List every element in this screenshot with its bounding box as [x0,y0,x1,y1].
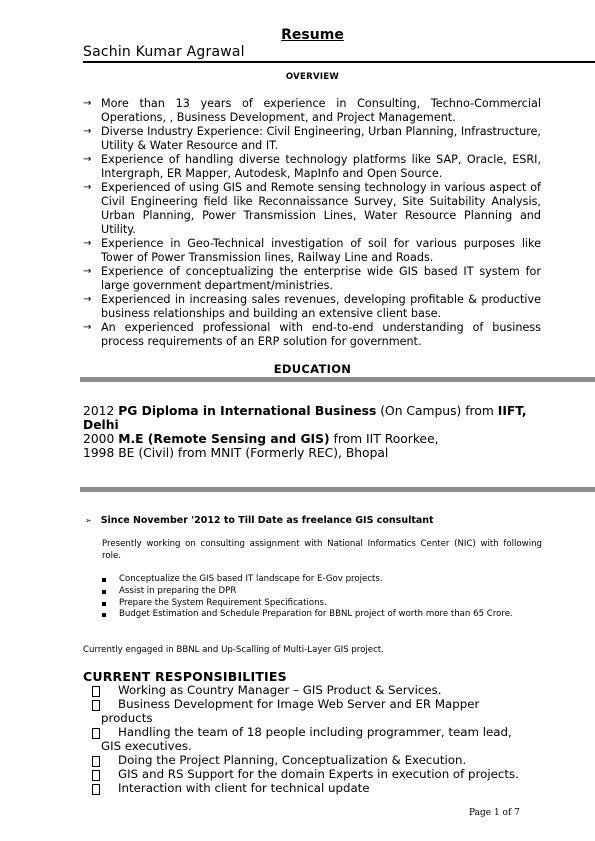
resume-title: Resume [281,27,344,43]
responsibilities-heading: CURRENT RESPONSIBILITIES [83,669,287,684]
education-entry: 2012 PG Diploma in International Business (On Campus) from IIFT, Delhi [83,404,527,432]
arrow-right-icon: → [83,126,92,137]
square-bullet-icon [102,602,106,606]
arrow-right-icon: → [83,154,92,165]
arrow-right-icon: → [83,294,92,305]
square-bullet-icon [102,613,106,617]
arrow-right-icon: → [83,182,92,193]
list-item: → Experience in Geo-Technical investigation of soil for various purposes like Tower of Power Transmission lines, Railway Line and Roads. [83,237,541,264]
empty-box-icon [92,728,100,739]
list-item: → Experienced of using GIS and Remote sensing technology in various aspect of Civil Engineering field like Reconnaissance Survey, Site Suitability Analysis, Urban Planning, Power Transmission Lines, Water Resource Planning and Utility. [83,181,541,236]
education-entry: 2000 M.E (Remote Sensing and GIS) from IIT Roorkee, [83,432,439,446]
list-item: Conceptualize the GIS based IT landscape for E-Gov projects. [102,574,540,586]
experience-heading: ➢ Since November '2012 to Till Date as freelance GIS consultant [85,515,434,526]
experience-summary: Presently working on consulting assignment with National Informatics Center (NIC) with following role. [102,539,542,561]
list-item: Business Development for Image Web Server and ER Mapper products [90,697,535,725]
list-item: Prepare the System Requirement Specifications. [102,598,540,610]
arrow-right-icon: → [83,322,92,333]
section-divider [80,377,595,382]
list-item: Doing the Project Planning, Conceptualization & Execution. [90,753,535,767]
arrow-right-icon: → [83,98,92,109]
overview-heading: OVERVIEW [285,72,340,82]
list-item: Handling the team of 18 people including programmer, team lead, GIS executives. [90,725,535,753]
list-item: GIS and RS Support for the domain Experts in execution of projects. [90,767,535,781]
arrow-right-icon: → [83,238,92,249]
square-bullet-icon [102,578,106,582]
page-number: Page 1 of 7 [469,808,520,818]
triangle-right-icon: ➢ [85,516,92,525]
list-item: → Experience of handling diverse technology platforms like SAP, Oracle, ESRI, Intergraph, ER Mapper, Autodesk, MapInfo and Open Source. [83,153,541,180]
list-item: Budget Estimation and Schedule Preparation for BBNL project of worth more than 65 Crore. [102,609,540,621]
list-item: Assist in preparing the DPR [102,586,540,598]
list-item: Working as Country Manager – GIS Product & Services. [90,683,535,697]
list-item: → More than 13 years of experience in Consulting, Techno-Commercial Operations, , Business Development, and Project Management. [83,97,541,124]
empty-box-icon [92,770,100,781]
square-bullet-icon [102,590,106,594]
overview-list [83,97,541,349]
list-item: → Experience of conceptualizing the enterprise wide GIS based IT system for large government department/ministries. [83,265,541,292]
list-item: Interaction with client for technical update [90,781,535,795]
current-engagement: Currently engaged in BBNL and Up-Scalling of Multi-Layer GIS project. [83,645,384,655]
empty-box-icon [92,700,100,711]
empty-box-icon [92,756,100,767]
role-list [102,574,540,621]
candidate-name: Sachin Kumar Agrawal [83,44,245,60]
empty-box-icon [92,686,100,697]
education-entry: 1998 BE (Civil) from MNIT (Formerly REC), Bhopal [83,446,389,460]
section-divider [80,487,595,492]
list-item: → Diverse Industry Experience: Civil Engineering, Urban Planning, Infrastructure, Utility & Water Resource and IT. [83,125,541,152]
list-item: → Experienced in increasing sales revenues, developing profitable & productive business relationships and building an extensive client base. [83,293,541,320]
arrow-right-icon: → [83,266,92,277]
list-item: → An experienced professional with end-to-end understanding of business process requirements of an ERP solution for government. [83,321,541,348]
name-underline [83,61,595,63]
empty-box-icon [92,784,100,795]
responsibilities-list [90,683,535,795]
education-heading: EDUCATION [273,362,352,376]
